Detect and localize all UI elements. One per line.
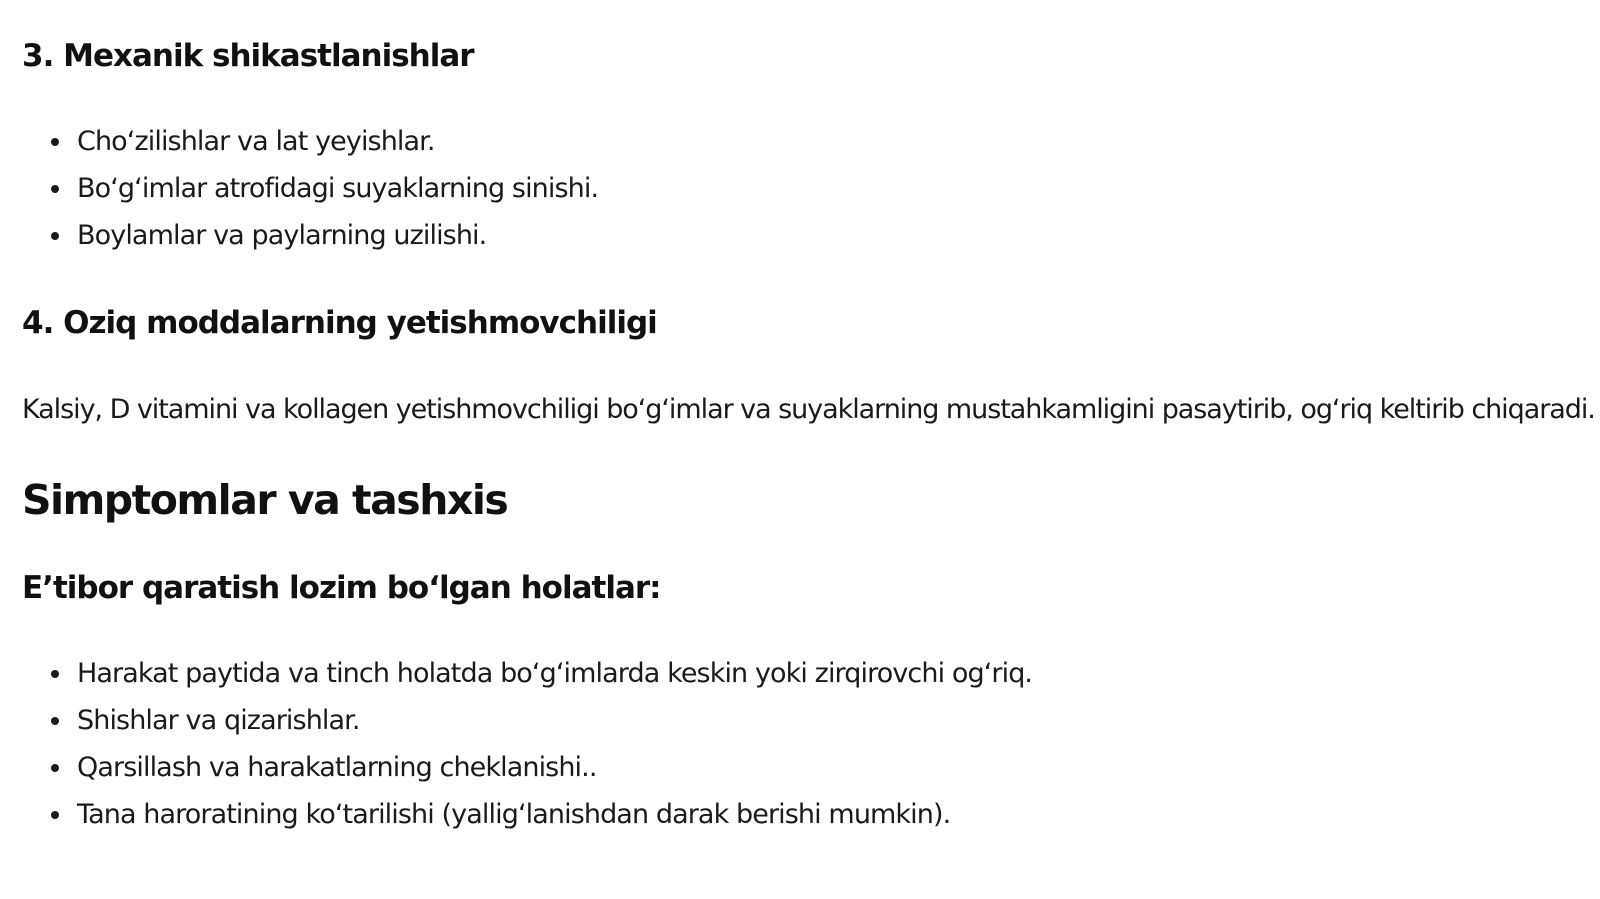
bullet-icon bbox=[51, 670, 59, 678]
list-item bbox=[22, 791, 1032, 838]
list-item bbox=[22, 650, 1032, 697]
bullet-icon bbox=[51, 185, 59, 193]
list-item bbox=[22, 118, 598, 165]
attention-cases-subheading: E’tibor qaratish lozim bo‘lgan holatlar: bbox=[22, 570, 661, 606]
bullet-icon bbox=[51, 764, 59, 772]
list-item bbox=[22, 744, 1032, 791]
list-item-text: Qarsillash va harakatlarning cheklanishi.. bbox=[77, 752, 597, 783]
mechanical-injuries-list bbox=[22, 118, 598, 259]
list-item-text: Shishlar va qizarishlar. bbox=[77, 705, 360, 736]
list-item-text: Cho‘zilishlar va lat yeyishlar. bbox=[77, 126, 435, 157]
bullet-icon bbox=[51, 811, 59, 819]
list-item-text: Harakat paytida va tinch holatda bo‘g‘imlarda keskin yoki zirqirovchi og‘riq. bbox=[77, 658, 1033, 689]
bullet-icon bbox=[51, 717, 59, 725]
section-heading-mechanical-injuries: 3. Mexanik shikastlanishlar bbox=[22, 38, 474, 74]
list-item bbox=[22, 165, 598, 212]
nutrient-deficiency-paragraph: Kalsiy, D vitamini va kollagen yetishmovchiligi bo‘g‘imlar va suyaklarning mustahkamligini pasaytirib, og‘riq keltirib chiqaradi. bbox=[22, 394, 1595, 425]
bullet-icon bbox=[51, 232, 59, 240]
list-item-text: Boylamlar va paylarning uzilishi. bbox=[77, 220, 487, 251]
section-heading-nutrient-deficiency: 4. Oziq moddalarning yetishmovchiligi bbox=[22, 305, 657, 341]
symptoms-list bbox=[22, 650, 1032, 838]
list-item-text: Bo‘g‘imlar atrofidagi suyaklarning sinishi. bbox=[77, 173, 599, 204]
list-item bbox=[22, 212, 598, 259]
list-item-text: Tana haroratining ko‘tarilishi (yallig‘lanishdan darak berishi mumkin). bbox=[77, 799, 951, 830]
list-item bbox=[22, 697, 1032, 744]
bullet-icon bbox=[51, 138, 59, 146]
symptoms-diagnosis-heading: Simptomlar va tashxis bbox=[22, 476, 508, 524]
